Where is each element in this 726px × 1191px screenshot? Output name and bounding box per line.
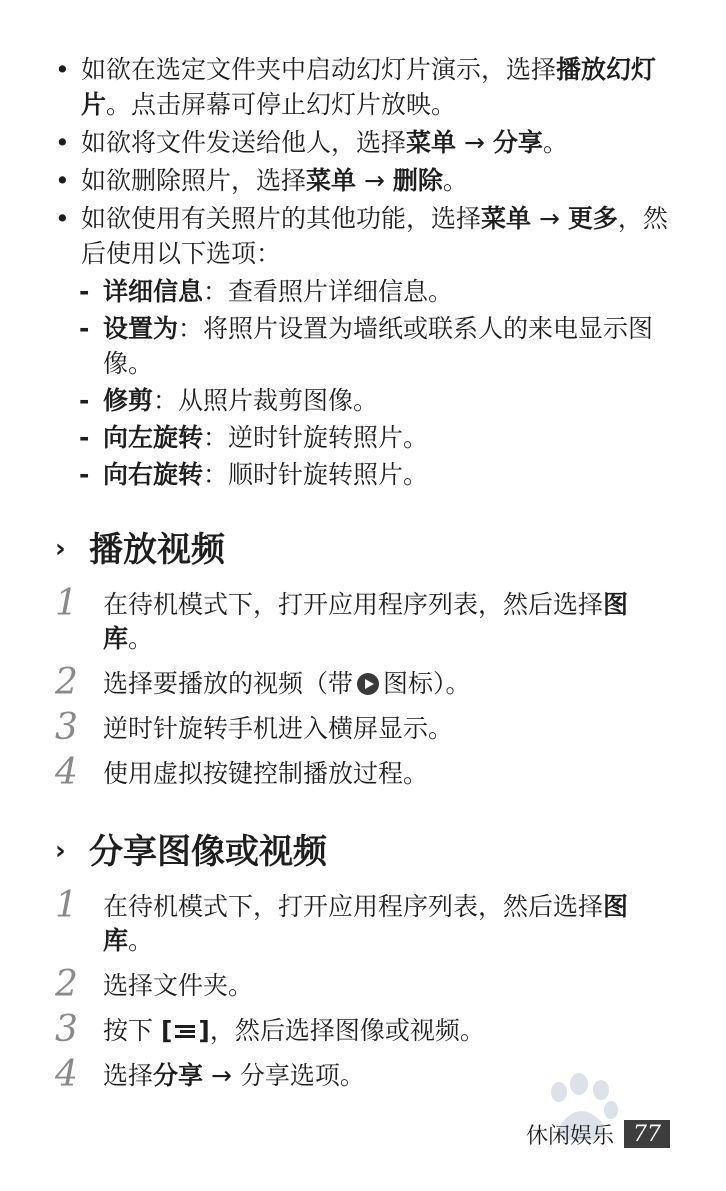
- option-dash: -: [79, 277, 90, 306]
- step-item: 4 选择分享 → 分享选项。: [55, 1054, 365, 1095]
- step-item: 3 逆时针旋转手机进入横屏显示。: [55, 707, 454, 748]
- bullet-item: • 如欲将文件发送给他人，选择菜单 → 分享。: [55, 125, 685, 160]
- step-item: 2 选择文件夹。: [55, 964, 254, 1005]
- bullet-dot: •: [55, 128, 70, 157]
- option-item: - 详细信息：查看照片详细信息。: [55, 274, 685, 309]
- step-item: 1 在待机模式下，打开应用程序列表，然后选择图库。: [55, 583, 629, 653]
- bullet-item: • 如欲使用有关照片的其他功能，选择菜单 → 更多，然后使用以下选项：: [55, 201, 685, 271]
- play-circle-icon: [357, 673, 379, 695]
- section-heading-play-video: › 播放视频: [55, 527, 225, 572]
- option-item: - 设置为：将照片设置为墙纸或联系人的来电显示图像。: [55, 311, 685, 381]
- option-dash: -: [79, 423, 90, 452]
- step-number: 3: [55, 1009, 78, 1050]
- step-item: 3 按下 [ ]，然后选择图像或视频。: [55, 1009, 485, 1050]
- bullet-dot: •: [55, 55, 70, 84]
- option-item: - 向左旋转：逆时针旋转照片。: [55, 420, 685, 455]
- section-heading-share: › 分享图像或视频: [55, 829, 327, 874]
- step-item: 2 选择要播放的视频（带 图标）。: [55, 662, 471, 703]
- step-number: 4: [55, 1054, 78, 1095]
- page-number: 77: [624, 1120, 670, 1148]
- steps-play-video: [55, 583, 675, 802]
- step-number: 2: [55, 662, 78, 703]
- step-number: 3: [55, 707, 78, 748]
- menu-key-icon: [ ]: [160, 1016, 210, 1045]
- bullet-list: [55, 52, 685, 494]
- steps-share: [55, 885, 675, 1104]
- step-item: 1 在待机模式下，打开应用程序列表，然后选择图库。: [55, 885, 629, 955]
- footer-section-label: 休闲娱乐: [525, 1123, 614, 1149]
- bullet-item: • 如欲在选定文件夹中启动幻灯片演示，选择播放幻灯片。点击屏幕可停止幻灯片放映。: [55, 52, 685, 122]
- step-item: 4 使用虚拟按键控制播放过程。: [55, 752, 429, 793]
- chevron-right-icon: ›: [55, 836, 66, 866]
- option-dash: -: [79, 314, 90, 343]
- step-number: 1: [55, 583, 78, 624]
- step-number: 2: [55, 964, 78, 1005]
- step-number: 1: [55, 885, 78, 926]
- chevron-right-icon: ›: [55, 534, 66, 564]
- bullet-dot: •: [55, 204, 70, 233]
- page-footer: [526, 1117, 670, 1151]
- option-item: - 向右旋转：顺时针旋转照片。: [55, 457, 685, 492]
- step-number: 4: [55, 752, 78, 793]
- bullet-dot: •: [55, 166, 70, 195]
- option-dash: -: [79, 460, 90, 489]
- bullet-item: • 如欲删除照片，选择菜单 → 删除。: [55, 163, 685, 198]
- option-item: - 修剪：从照片裁剪图像。: [55, 383, 685, 418]
- option-dash: -: [79, 386, 90, 415]
